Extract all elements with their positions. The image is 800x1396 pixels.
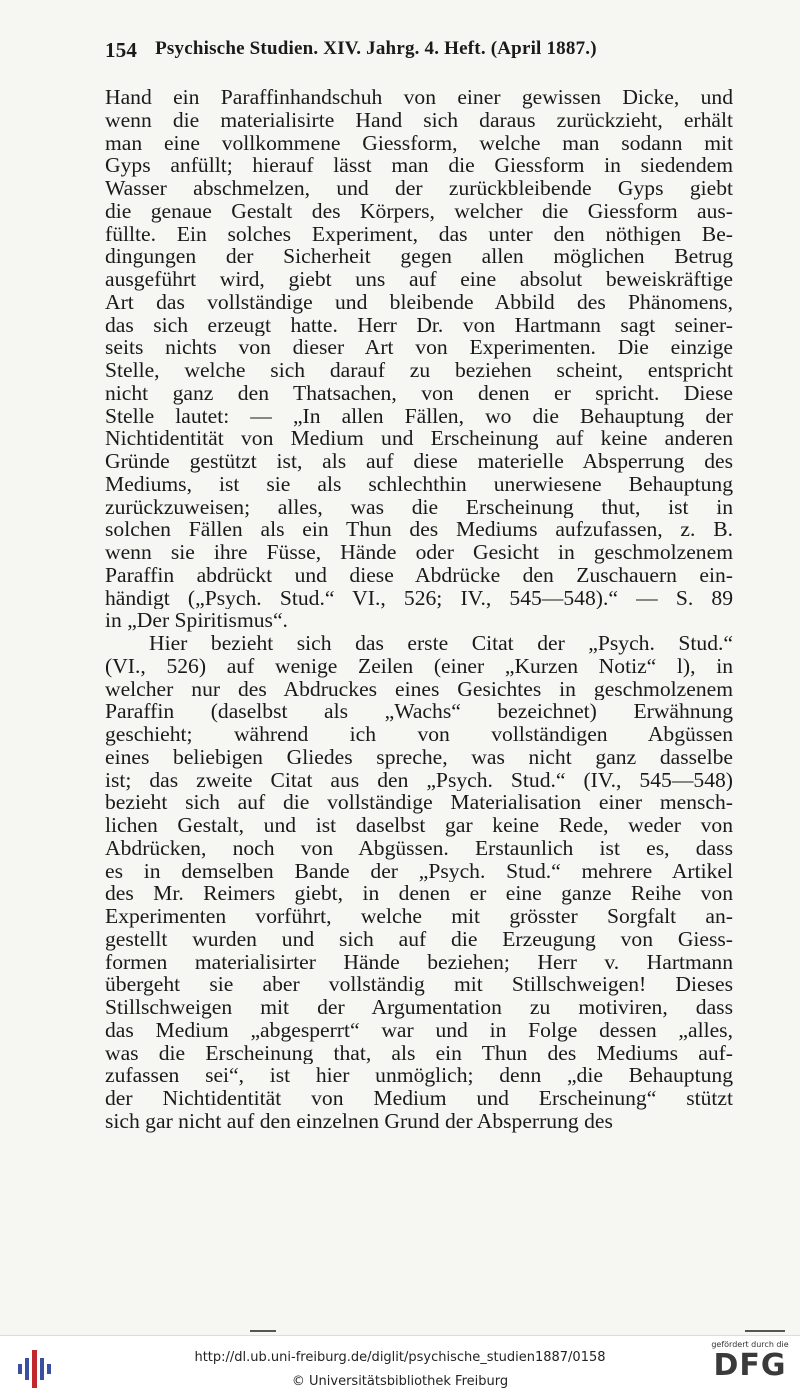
text-line: solchen Fällen als ein Thun des Mediums aufzufassen, z. B.: [105, 518, 733, 541]
text-line: Nichtidentität von Medium und Erscheinung auf keine anderen: [105, 427, 733, 450]
copyright-notice: © Universitätsbibliothek Freiburg: [291, 1374, 509, 1389]
bottom-rule-left: [250, 1330, 276, 1332]
text-line: wenn sie ihre Füsse, Hände oder Gesicht in geschmolzenem: [105, 541, 733, 564]
text-line: Hier bezieht sich das erste Citat der „Psych. Stud.“: [149, 632, 733, 655]
text-line: bezieht sich auf die vollständige Materialisation einer mensch-: [105, 791, 733, 814]
text-line: nicht ganz den Thatsachen, von denen er spricht. Diese: [105, 381, 733, 405]
text-line: gestellt wurden und sich auf die Erzeugung von Giess-: [105, 927, 733, 951]
text-line: Mediums, ist sie als schlechthin unerwiesene Behauptung: [105, 472, 733, 496]
text-line: des Mr. Reimers giebt, in denen er eine ganze Reihe von: [105, 882, 733, 905]
dfg-wordmark: DFG: [713, 1348, 787, 1383]
text-line: in „Der Spiritismus“.: [105, 609, 288, 632]
text-line: das sich erzeugt hatte. Herr Dr. von Hartmann sagt seiner-: [105, 313, 733, 337]
body-text: [105, 86, 733, 1133]
running-title: Psychische Studien. XIV. Jahrg. 4. Heft. (April 1887.): [155, 38, 597, 59]
text-line: Stelle lautet: — „In allen Fällen, wo die Behauptung der: [105, 404, 733, 428]
text-line: Paraffin abdrückt und diese Abdrücke den Zuschauern ein-: [105, 563, 733, 587]
funded-by-label: gefördert durch die: [711, 1340, 789, 1349]
viewer-footer: [0, 1335, 800, 1396]
text-line: zurückzuweisen; alles, was die Erscheinung thut, ist in: [105, 495, 733, 519]
text-line: Hand ein Paraffinhandschuh von einer gewissen Dicke, und: [105, 86, 733, 109]
text-line: Wasser abschmelzen, und der zurückbleibende Gyps giebt: [105, 177, 733, 200]
text-line: eines beliebigen Gliedes spreche, was nicht ganz dasselbe: [105, 745, 733, 769]
text-line: man eine vollkommene Giessform, welche man sodann mit: [105, 131, 733, 155]
text-line: was die Erscheinung that, als ein Thun des Mediums auf-: [105, 1041, 733, 1065]
text-line: ist; das zweite Citat aus den „Psych. Stud.“ (IV., 545—548): [105, 768, 733, 792]
text-line: füllte. Ein solches Experiment, das unter den nöthigen Be-: [105, 222, 733, 246]
text-line: der Nichtidentität von Medium und Erscheinung“ stützt: [105, 1087, 733, 1110]
bottom-rule-right: [745, 1330, 785, 1332]
text-line: die genaue Gestalt des Körpers, welcher die Giessform aus-: [105, 199, 733, 223]
text-line: Paraffin (daselbst als „Wachs“ bezeichnet) Erwähnung: [105, 700, 733, 723]
text-line: sich gar nicht auf den einzelnen Grund der Absperrung des: [105, 1109, 613, 1133]
dfg-logo: [706, 1340, 794, 1392]
document-url[interactable]: http://dl.ub.uni-freiburg.de/diglit/psychische_studien1887/0158: [194, 1350, 606, 1365]
text-line: Gyps anfüllt; hierauf lässt man die Giessform in siedendem: [105, 154, 733, 177]
text-line: es in demselben Bande der „Psych. Stud.“ mehrere Artikel: [105, 859, 733, 883]
text-line: ausgeführt wird, giebt uns auf eine absolut beweiskräftige: [105, 268, 733, 291]
text-line: das Medium „abgesperrt“ war und in Folge dessen „alles,: [105, 1018, 733, 1042]
text-line: Gründe gestützt ist, als auf diese materielle Absperrung des: [105, 450, 733, 473]
text-line: zufassen sei“, ist hier unmöglich; denn „die Behauptung: [105, 1064, 733, 1087]
text-line: welcher nur des Abdruckes eines Gesichtes in geschmolzenem: [105, 677, 733, 701]
page-number: 154: [105, 38, 138, 62]
text-line: dingungen der Sicherheit gegen allen möglichen Betrug: [105, 245, 733, 268]
text-line: (VI., 526) auf wenige Zeilen (einer „Kurzen Notiz“ l), in: [105, 654, 733, 678]
text-line: geschieht; während ich von vollständigen Abgüssen: [105, 723, 733, 746]
text-line: formen materialisirter Hände beziehen; Herr v. Hartmann: [105, 950, 733, 974]
text-line: wenn die materialisirte Hand sich daraus zurückzieht, erhält: [105, 108, 733, 132]
text-line: Experimenten vorführt, welche mit grösster Sorgfalt an-: [105, 905, 733, 928]
text-line: Art das vollständige und bleibende Abbild des Phänomens,: [105, 290, 733, 314]
page-header: [105, 38, 735, 63]
text-line: übergeht sie aber vollständig mit Stillschweigen! Dieses: [105, 973, 733, 996]
text-line: Stillschweigen mit der Argumentation zu motiviren, dass: [105, 996, 733, 1019]
text-line: händigt („Psych. Stud.“ VI., 526; IV., 545—548).“ — S. 89: [105, 586, 733, 610]
text-line: Abdrücken, noch von Abgüssen. Erstaunlich ist es, dass: [105, 836, 733, 860]
text-line: Stelle, welche sich darauf zu beziehen scheint, entspricht: [105, 359, 733, 382]
text-line: lichen Gestalt, und ist daselbst gar keine Rede, weder von: [105, 814, 733, 837]
text-line: seits nichts von dieser Art von Experimenten. Die einzige: [105, 336, 733, 359]
